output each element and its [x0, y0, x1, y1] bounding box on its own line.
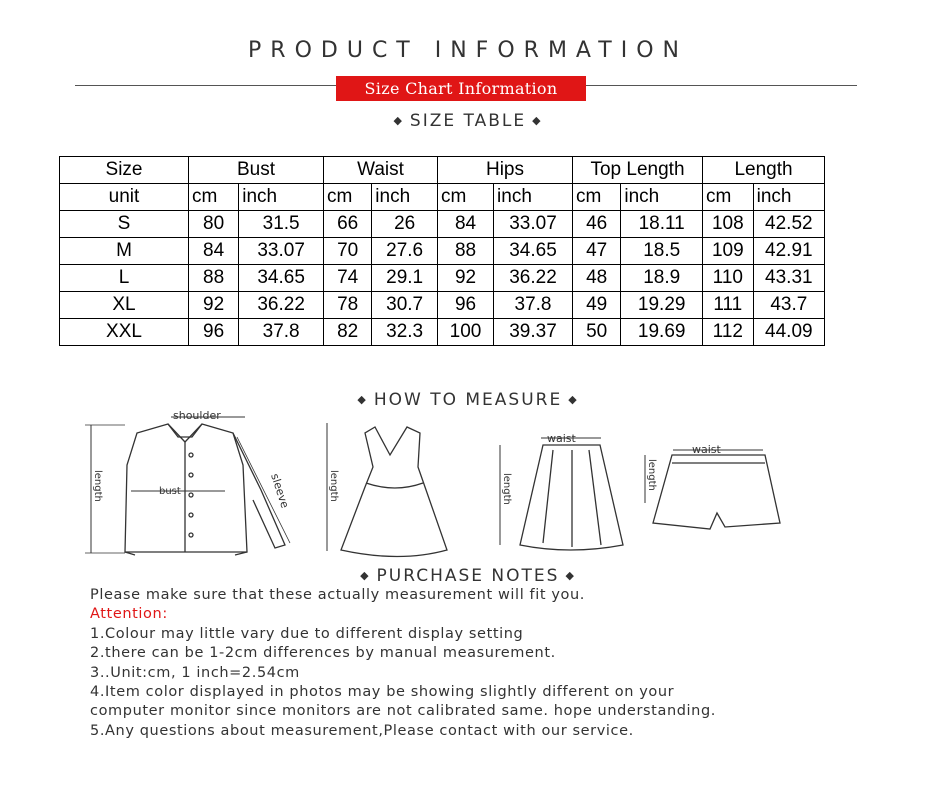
table-cell: 32.3: [372, 319, 438, 346]
skirt-sketch: [500, 432, 623, 550]
table-cell: 19.29: [621, 292, 703, 319]
diamond-icon: ◆: [360, 569, 371, 582]
table-cell: 82: [324, 319, 372, 346]
table-cell: 18.11: [621, 211, 703, 238]
size-chart-badge: Size Chart Information: [336, 76, 586, 101]
table-cell: 112: [703, 319, 754, 346]
size-table: [59, 156, 825, 346]
table-cell: 111: [703, 292, 754, 319]
table-cell: 42.52: [753, 211, 824, 238]
measurement-sketches: [75, 395, 795, 565]
table-cell: XL: [60, 292, 189, 319]
table-cell: 33.07: [494, 211, 573, 238]
purchase-notes-heading: ◆ PURCHASE NOTES ◆: [0, 566, 936, 586]
table-cell: 96: [438, 292, 494, 319]
sleeve-label: sleeve: [268, 471, 292, 510]
table-cell: 34.65: [494, 238, 573, 265]
table-cell: 43.7: [753, 292, 824, 319]
note-line: 4.Item color displayed in photos may be showing slightly different on your: [90, 684, 675, 701]
table-cell: L: [60, 265, 189, 292]
unit-cell: inch: [753, 184, 824, 211]
table-row: [60, 319, 825, 346]
table-cell: XXL: [60, 319, 189, 346]
header-cell: Hips: [438, 157, 573, 184]
header-cell: Waist: [324, 157, 438, 184]
table-cell: 78: [324, 292, 372, 319]
table-cell: 19.69: [621, 319, 703, 346]
length-label: length: [328, 470, 339, 502]
purchase-notes: [90, 586, 716, 741]
waist-label: waist: [547, 432, 576, 445]
table-cell: 31.5: [239, 211, 324, 238]
dress-sketch: [327, 423, 447, 557]
unit-cell: cm: [324, 184, 372, 211]
table-cell: M: [60, 238, 189, 265]
diamond-icon: ◆: [357, 393, 368, 406]
how-to-measure-heading: ◆ HOW TO MEASURE ◆: [0, 390, 936, 410]
table-cell: 80: [189, 211, 239, 238]
diamond-icon: ◆: [532, 114, 543, 127]
bust-label: bust: [159, 486, 181, 497]
table-cell: 18.5: [621, 238, 703, 265]
size-table-heading: ◆ SIZE TABLE ◆: [0, 111, 936, 131]
table-cell: 44.09: [753, 319, 824, 346]
length-label: length: [92, 470, 103, 502]
table-row: [60, 292, 825, 319]
table-cell: 92: [189, 292, 239, 319]
unit-cell: cm: [189, 184, 239, 211]
note-line: 1.Colour may little vary due to different display setting: [90, 625, 524, 642]
table-cell: 84: [438, 211, 494, 238]
table-cell: 84: [189, 238, 239, 265]
waist-label: waist: [692, 443, 721, 456]
table-header-row: [60, 157, 825, 184]
table-row: [60, 238, 825, 265]
table-unit-row: [60, 184, 825, 211]
table-cell: 109: [703, 238, 754, 265]
diamond-icon: ◆: [568, 393, 579, 406]
shorts-sketch: [645, 443, 780, 529]
table-cell: 66: [324, 211, 372, 238]
table-cell: 70: [324, 238, 372, 265]
table-cell: 92: [438, 265, 494, 292]
attention-label: Attention:: [90, 606, 168, 623]
table-cell: 30.7: [372, 292, 438, 319]
header-cell: Length: [703, 157, 825, 184]
table-cell: 26: [372, 211, 438, 238]
table-row: [60, 265, 825, 292]
unit-cell: inch: [494, 184, 573, 211]
note-line: 5.Any questions about measurement,Please contact with our service.: [90, 722, 634, 739]
length-label: length: [501, 473, 512, 505]
table-cell: 88: [189, 265, 239, 292]
header-cell: Top Length: [573, 157, 703, 184]
unit-cell: inch: [372, 184, 438, 211]
length-label: length: [646, 459, 657, 491]
unit-cell: unit: [60, 184, 189, 211]
table-cell: 110: [703, 265, 754, 292]
diamond-icon: ◆: [565, 569, 576, 582]
divider-right: [585, 85, 857, 86]
shirt-sketch: [85, 409, 292, 555]
table-cell: 50: [573, 319, 621, 346]
table-cell: 36.22: [494, 265, 573, 292]
table-cell: 39.37: [494, 319, 573, 346]
table-cell: 34.65: [239, 265, 324, 292]
table-cell: 48: [573, 265, 621, 292]
unit-cell: cm: [573, 184, 621, 211]
table-cell: 29.1: [372, 265, 438, 292]
table-cell: S: [60, 211, 189, 238]
table-cell: 37.8: [494, 292, 573, 319]
table-cell: 47: [573, 238, 621, 265]
table-cell: 100: [438, 319, 494, 346]
unit-cell: cm: [703, 184, 754, 211]
table-row: [60, 211, 825, 238]
table-cell: 43.31: [753, 265, 824, 292]
table-cell: 49: [573, 292, 621, 319]
table-cell: 88: [438, 238, 494, 265]
table-cell: 37.8: [239, 319, 324, 346]
table-cell: 74: [324, 265, 372, 292]
table-cell: 108: [703, 211, 754, 238]
header-cell: Size: [60, 157, 189, 184]
table-cell: 96: [189, 319, 239, 346]
unit-cell: inch: [621, 184, 703, 211]
header-cell: Bust: [189, 157, 324, 184]
unit-cell: inch: [239, 184, 324, 211]
table-cell: 42.91: [753, 238, 824, 265]
divider-left: [75, 85, 337, 86]
notes-intro: Please make sure that these actually measurement will fit you.: [90, 587, 586, 603]
table-cell: 27.6: [372, 238, 438, 265]
note-line: 3..Unit:cm, 1 inch=2.54cm: [90, 664, 300, 681]
table-cell: 46: [573, 211, 621, 238]
note-line: computer monitor since monitors are not calibrated same. hope understanding.: [90, 703, 716, 720]
shoulder-label: shoulder: [173, 409, 221, 422]
table-cell: 18.9: [621, 265, 703, 292]
unit-cell: cm: [438, 184, 494, 211]
table-cell: 36.22: [239, 292, 324, 319]
note-line: 2.there can be 1-2cm differences by manual measurement.: [90, 645, 556, 662]
page-title: PRODUCT INFORMATION: [248, 38, 688, 63]
diamond-icon: ◆: [393, 114, 404, 127]
table-cell: 33.07: [239, 238, 324, 265]
